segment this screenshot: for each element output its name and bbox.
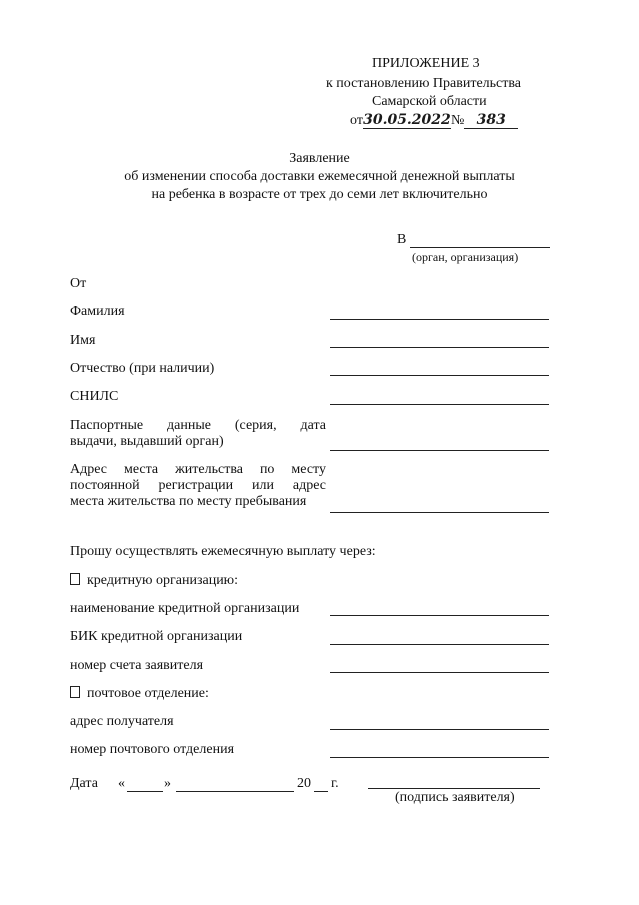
bik-line[interactable] [330, 644, 549, 645]
passport-label-line-1: Паспортные данные (серия, дата [70, 418, 326, 433]
recipient-line[interactable] [410, 247, 550, 248]
number-prefix: № [450, 113, 465, 128]
post-office-line[interactable] [330, 757, 549, 758]
century-label: 20 [297, 776, 311, 791]
signature-caption: (подпись заявителя) [395, 790, 515, 805]
appendix-date-row [350, 112, 518, 129]
year-suffix: г. [331, 776, 339, 791]
account-label: номер счета заявителя [70, 658, 204, 673]
date-label: Дата [70, 776, 98, 791]
day-close-quote: » [164, 776, 171, 791]
request-text: Прошу осуществлять ежемесячную выплату через: [70, 544, 376, 559]
signature-line[interactable] [368, 788, 540, 789]
post-option [70, 686, 209, 702]
recipient-address-line[interactable] [330, 729, 549, 730]
credit-org-label: наименование кредитной организации [70, 601, 300, 616]
patronymic-line[interactable] [330, 375, 549, 376]
document-subtitle-1: об изменении способа доставки ежемесячной денежной выплаты [124, 169, 515, 184]
post-option-label: почтовое отделение: [87, 686, 209, 701]
address-label-line-2: постоянной регистрации или адрес [70, 478, 326, 493]
credit-option [70, 573, 238, 589]
credit-checkbox[interactable] [70, 573, 80, 585]
credit-option-label: кредитную организацию: [87, 573, 239, 588]
recipient-address-label: адрес получателя [70, 714, 174, 729]
passport-label [70, 418, 326, 450]
month-line[interactable] [176, 791, 294, 792]
account-line[interactable] [330, 672, 549, 673]
passport-line[interactable] [330, 450, 549, 451]
address-label [70, 462, 326, 510]
date-prefix: от [350, 113, 363, 128]
address-label-line-3: места жительства по месту пребывания [70, 494, 307, 509]
post-office-label: номер почтового отделения [70, 742, 235, 757]
name-line[interactable] [330, 347, 549, 348]
recipient-prefix: В [397, 232, 407, 247]
surname-line[interactable] [330, 319, 549, 320]
address-line[interactable] [330, 512, 549, 513]
day-line[interactable] [127, 791, 163, 792]
from-label: От [70, 276, 87, 291]
bik-label: БИК кредитной организации [70, 629, 243, 644]
patronymic-label: Отчество (при наличии) [70, 361, 215, 376]
credit-org-line[interactable] [330, 615, 549, 616]
passport-label-line-2: выдачи, выдавший орган) [70, 434, 224, 449]
year-line[interactable] [314, 791, 328, 792]
post-checkbox[interactable] [70, 686, 80, 698]
snils-line[interactable] [330, 404, 549, 405]
appendix-line-1: к постановлению Правительства [326, 76, 522, 91]
snils-label: СНИЛС [70, 389, 119, 404]
name-label: Имя [70, 333, 96, 348]
document-subtitle-2: на ребенка в возрасте от трех до семи лет включительно [151, 187, 488, 202]
recipient-caption: (орган, организация) [412, 250, 519, 264]
surname-label: Фамилия [70, 304, 125, 319]
appendix-title: ПРИЛОЖЕНИЕ 3 [372, 56, 480, 71]
handwritten-date: 30.05.2022 [363, 112, 451, 128]
day-open-quote: « [118, 776, 125, 791]
document-title: Заявление [289, 151, 350, 166]
appendix-line-2: Самарской области [372, 94, 487, 109]
handwritten-number: 383 [464, 112, 518, 129]
address-label-line-1: Адрес места жительства по месту [70, 462, 326, 477]
